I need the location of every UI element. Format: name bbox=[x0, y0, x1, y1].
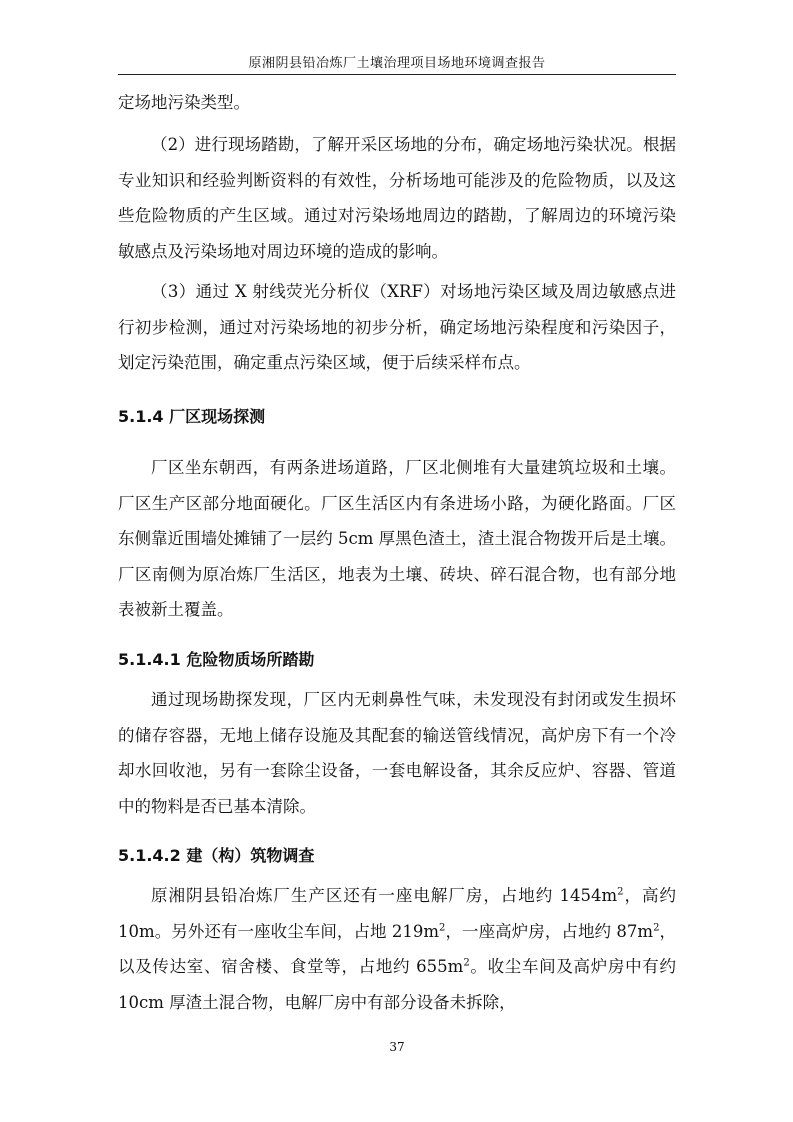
paragraph-2: （2）进行现场踏勘，了解开采区场地的分布，确定场地污染状况。根据专业知识和经验判断资料的有效性，分析场地可能涉及的危险物质，以及这些危险物质的产生区域。通过对污染场地周边的踏勘，了解周边的环境污染敏感点及污染场地对周边环境的造成的影响。 bbox=[118, 135, 676, 261]
superscript: 2 bbox=[617, 886, 624, 898]
paragraph-6-part-e: 。收尘车间及高炉房中有约 10cm 厚渣土混合物，电解厂房中有部分设备未拆除， bbox=[118, 957, 676, 1012]
paragraph-6-part-a: 原湘阴县铅冶炼厂生产区还有一座电解厂房，占地约 1454m bbox=[151, 886, 618, 905]
section-heading-5-1-4-2: 5.1.4.2 建（构）筑物调查 bbox=[118, 846, 315, 865]
paragraph-6-part-b: ，高约 10m。另外还有一座收尘车间，占地 219m bbox=[118, 886, 677, 941]
paragraph-5: 通过现场勘探发现，厂区内无刺鼻性气味，未发现没有封闭或发生损坏的储存容器，无地上储存设施及其配套的输送管线情况，高炉房下有一个冷却水回收池，另有一套除尘设备，一套电解设备，其余反应炉、容器、管道中的物料是否已基本清除。 bbox=[118, 690, 676, 816]
paragraph-6-part-d: ，以及传达室、宿舍楼、食堂等，占地约 655m bbox=[118, 921, 677, 976]
superscript: 2 bbox=[463, 957, 470, 969]
page-number: 37 bbox=[389, 1040, 405, 1054]
running-header: 原湘阴县铅冶炼厂土壤治理项目场地环境调查报告 bbox=[248, 56, 546, 71]
paragraph-4: 厂区坐东朝西，有两条进场道路，厂区北侧堆有大量建筑垃圾和土壤。厂区生产区部分地面硬化。厂区生活区内有条进场小路，为硬化路面。厂区东侧靠近围墙处摊铺了一层约 5cm 厚黑色渣土，渣土混合物拨开后是土壤。厂区南侧为原冶炼厂生活区，地表为土壤、砖块、碎石混合物，也有部分地表被新土覆盖。 bbox=[118, 458, 676, 619]
section-heading-5-1-4-1: 5.1.4.1 危险物质场所踏勘 bbox=[118, 650, 315, 669]
superscript: 2 bbox=[653, 922, 660, 933]
paragraph-3: （3）通过 X 射线荧光分析仪（XRF）对场地污染区域及周边敏感点进行初步检测，通过对污染场地的初步分析，确定场地污染程度和污染因子，划定污染范围，确定重点污染区域，便于后续采样布点。 bbox=[118, 282, 676, 372]
paragraph-1: 定场地污染类型。 bbox=[118, 93, 250, 112]
superscript: 2 bbox=[439, 922, 446, 933]
section-heading-5-1-4: 5.1.4 厂区现场探测 bbox=[118, 407, 266, 426]
paragraph-6 bbox=[118, 878, 676, 1020]
header-rule bbox=[118, 74, 676, 75]
paragraph-6-part-c: ，一座高炉房，占地约 87m bbox=[445, 921, 654, 941]
